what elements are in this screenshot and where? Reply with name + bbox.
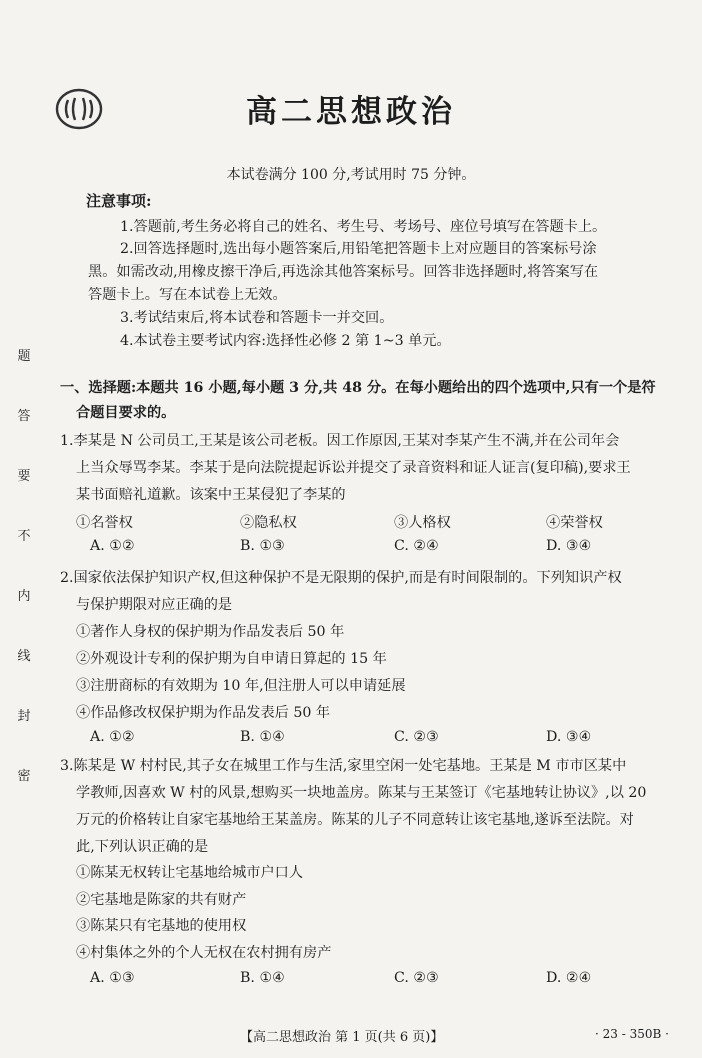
question-2-item: ③注册商标的有效期为 10 年,但注册人可以申请延展 <box>76 678 406 694</box>
question-3-text: 学教师,因喜欢 W 村的风景,想购买一块地盖房。陈某与王某签订《宅基地转让协议》,以 20 <box>76 785 647 801</box>
side-char: 答 <box>17 409 31 424</box>
question-2-item: ④作品修改权保护期为作品发表后 50 年 <box>76 705 331 721</box>
question-2-text: 与保护期限对应正确的是 <box>76 597 233 613</box>
question-1-text: 上当众辱骂李某。李某于是向法院提起诉讼并提交了录音资料和证人证言(复印稿),要求王 <box>76 460 631 476</box>
side-char: 线 <box>17 649 31 664</box>
side-char: 不 <box>17 529 31 544</box>
question-1-item: ③人格权 <box>394 515 451 531</box>
notice-item: 答题卡上。写在本试卷上无效。 <box>88 287 287 303</box>
side-char: 内 <box>17 589 31 604</box>
side-char: 题 <box>17 349 31 364</box>
question-2-text: 2.国家依法保护知识产权,但这种保护不是无限期的保护,而是有时间限制的。下列知识产权 <box>60 570 622 586</box>
question-3-choice-d[interactable]: D. ②④ <box>546 970 592 986</box>
question-3-item: ②宅基地是陈家的共有财产 <box>76 892 247 908</box>
question-1-text: 某书面赔礼道歉。该案中王某侵犯了李某的 <box>76 487 346 503</box>
exam-info: 本试卷满分 100 分,考试用时 75 分钟。 <box>226 167 476 183</box>
question-3-item: ③陈某只有宅基地的使用权 <box>76 918 247 934</box>
question-2-choice-d[interactable]: D. ③④ <box>546 729 592 745</box>
question-2-item: ②外观设计专利的保护期为自申请日算起的 15 年 <box>76 651 387 667</box>
question-2-choice-a[interactable]: A. ①② <box>90 729 135 745</box>
question-3-item: ④村集体之外的个人无权在农村拥有房产 <box>76 945 332 961</box>
page-footer: 【高二思想政治 第 1 页(共 6 页)】 <box>240 1030 444 1045</box>
side-char: 封 <box>17 709 31 724</box>
section-heading-cont: 合题目要求的。 <box>76 405 176 421</box>
question-1-choice-a[interactable]: A. ①② <box>90 538 135 554</box>
notice-item: 黑。如需改动,用橡皮擦干净后,再选涂其他答案标号。回答非选择题时,将答案写在 <box>88 264 599 280</box>
question-1-item: ①名誉权 <box>76 515 133 531</box>
question-3-text: 万元的价格转让自家宅基地给王某盖房。陈某的儿子不同意转让该宅基地,遂诉至法院。对 <box>76 812 634 828</box>
question-3-text: 此,下列认识正确的是 <box>76 839 209 855</box>
question-2-choice-b[interactable]: B. ①④ <box>240 729 285 745</box>
question-3-text: 3.陈某是 W 村村民,其子女在城里工作与生活,家里空闲一处宅基地。王某是 M 市市区某中 <box>60 758 627 774</box>
question-1-choice-b[interactable]: B. ①③ <box>240 538 285 554</box>
page-title: 高二思想政治 <box>246 94 456 130</box>
side-char: 要 <box>17 469 31 484</box>
question-2-choice-c[interactable]: C. ②③ <box>394 729 439 745</box>
section-heading: 一、选择题:本题共 16 小题,每小题 3 分,共 48 分。在每小题给出的四个选项中,只有一个是符 <box>60 380 656 396</box>
notice-heading: 注意事项: <box>86 192 152 210</box>
question-1-item: ④荣誉权 <box>546 515 603 531</box>
notice-item: 2.回答选择题时,选出每小题答案后,用铅笔把答题卡上对应题目的答案标号涂 <box>120 241 597 257</box>
question-1-choice-c[interactable]: C. ②④ <box>394 538 439 554</box>
question-3-item: ①陈某无权转让宅基地给城市户口人 <box>76 865 304 881</box>
question-1-text: 1.李某是 N 公司员工,王某是该公司老板。因工作原因,王某对李某产生不满,并在公司年会 <box>60 433 620 449</box>
exam-code: · 23 - 350B · <box>595 1027 669 1041</box>
notice-item: 1.答题前,考生务必将自己的姓名、考生号、考场号、座位号填写在答题卡上。 <box>120 219 607 235</box>
binding-line-text <box>16 350 32 784</box>
question-3-choice-c[interactable]: C. ②③ <box>394 970 439 986</box>
question-1-item: ②隐私权 <box>240 515 297 531</box>
question-2-item: ①著作人身权的保护期为作品发表后 50 年 <box>76 624 345 640</box>
side-char: 密 <box>17 769 31 784</box>
notice-item: 4.本试卷主要考试内容:选择性必修 2 第 1~3 单元。 <box>120 333 451 349</box>
question-3-choice-a[interactable]: A. ①③ <box>90 970 135 986</box>
question-3-choice-b[interactable]: B. ①④ <box>240 970 285 986</box>
notice-item: 3.考试结束后,将本试卷和答题卡一并交回。 <box>120 310 394 326</box>
question-1-choice-d[interactable]: D. ③④ <box>546 538 592 554</box>
